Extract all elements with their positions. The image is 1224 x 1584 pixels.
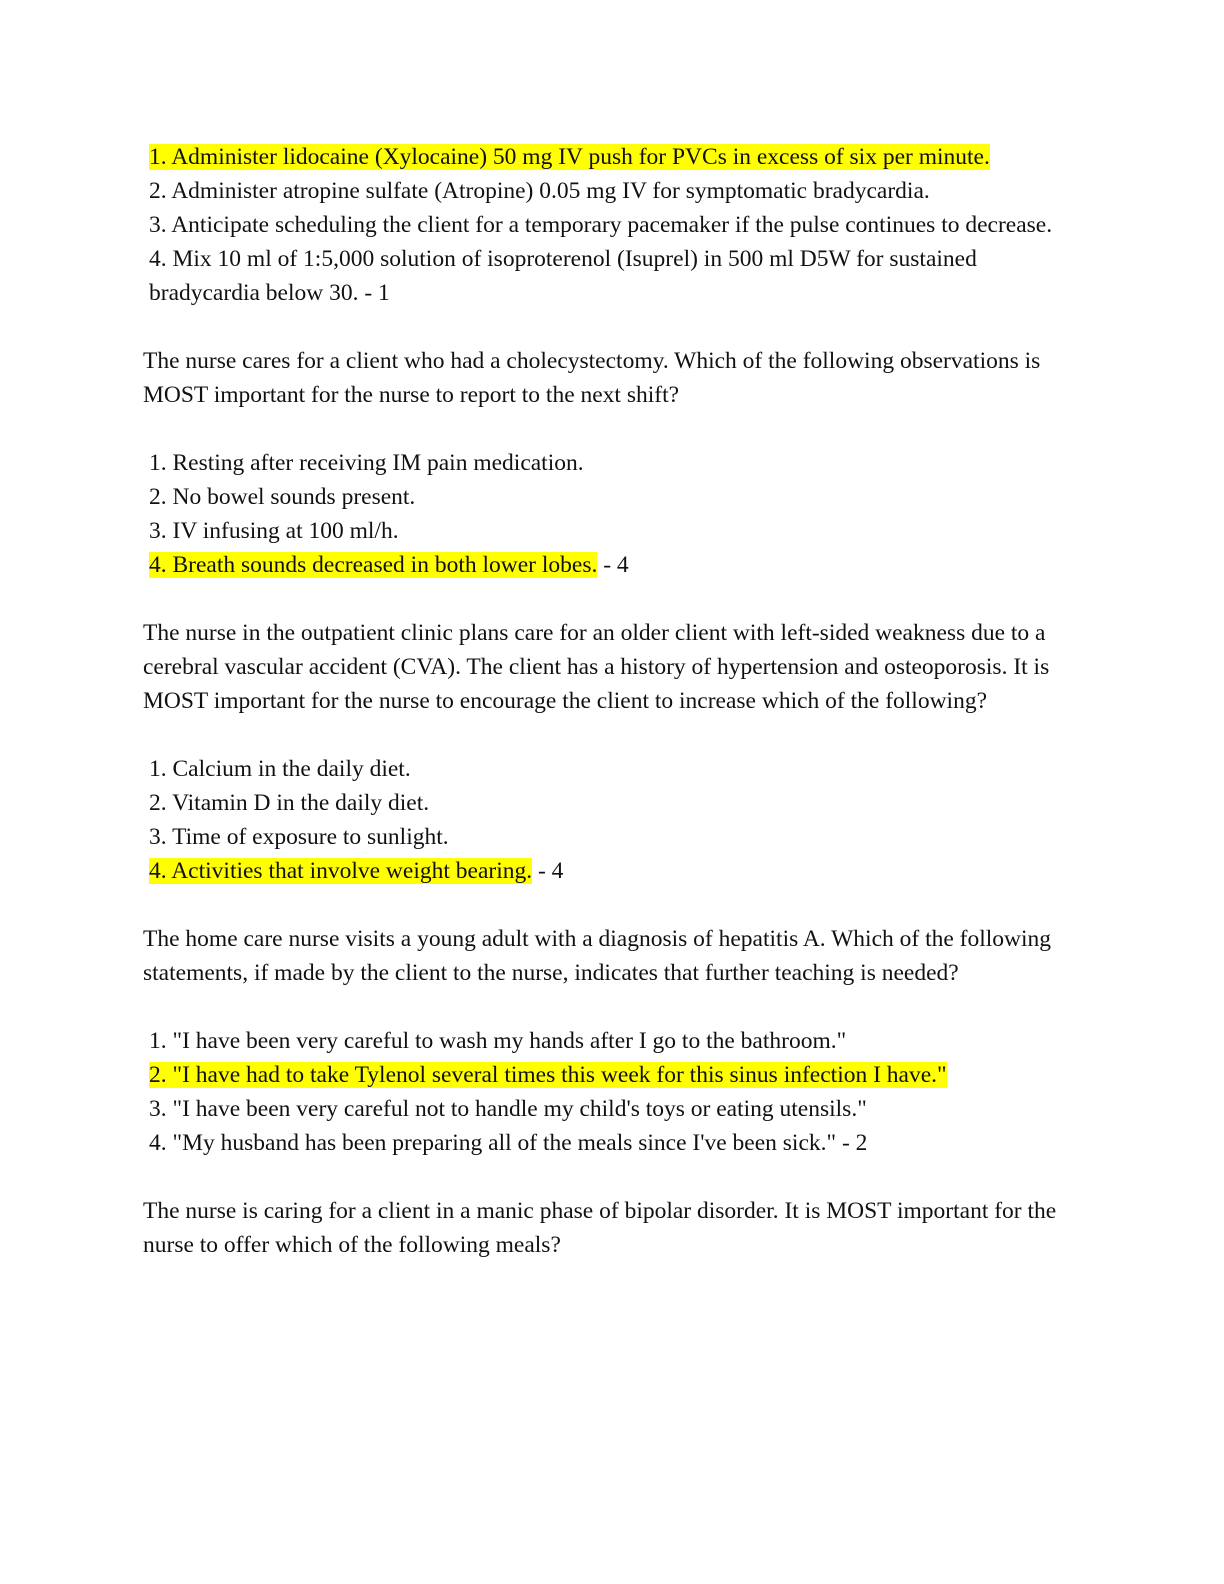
question-2-stem: The nurse cares for a client who had a cholecystectomy. Which of the following observations is MOST important for the nurse to report to the next shift? — [143, 348, 1041, 408]
q3-option-3: 3. Time of exposure to sunlight. — [149, 824, 449, 850]
highlighted-answer: 2. "I have had to take Tylenol several times this week for this sinus infection I have." — [149, 1062, 947, 1088]
q4-option-1: 1. "I have been very careful to wash my hands after I go to the bathroom." — [149, 1028, 847, 1054]
question-5-stem: The nurse is caring for a client in a manic phase of bipolar disorder. It is MOST important for the nurse to offer which of the following meals? — [143, 1198, 1057, 1258]
option-text: 4. Mix 10 ml of 1:5,000 solution of isoproterenol (Isuprel) in 500 ml D5W for sustained bradycardia below 30. — [149, 246, 977, 306]
q2-option-3: 3. IV infusing at 100 ml/h. — [149, 518, 399, 544]
question-1 — [143, 140, 1078, 310]
answer-key: - 1 — [358, 280, 390, 306]
q1-option-4 — [143, 242, 1078, 310]
q1-option-2: 2. Administer atropine sulfate (Atropine) 0.05 mg IV for symptomatic bradycardia. — [149, 178, 930, 204]
q1-option-1 — [143, 140, 1078, 174]
q1-option-3: 3. Anticipate scheduling the client for a temporary pacemaker if the pulse continues to decrease. — [149, 212, 1053, 238]
question-2-options — [143, 446, 1078, 582]
option-text: 4. "My husband has been preparing all of the meals since I've been sick." — [149, 1130, 837, 1156]
highlighted-answer: 1. Administer lidocaine (Xylocaine) 50 mg IV push for PVCs in excess of six per minute. — [149, 144, 990, 170]
q2-option-1: 1. Resting after receiving IM pain medication. — [149, 450, 584, 476]
question-3-stem: The nurse in the outpatient clinic plans care for an older client with left-sided weakness due to a cerebral vascular accident (CVA). The client has a history of hypertension and osteoporosis. It is MOST important for the nurse to encourage the client to increase which of the following? — [143, 620, 1050, 714]
document-content — [143, 140, 1078, 1296]
question-4-options — [143, 1024, 1078, 1160]
highlighted-answer: 4. Breath sounds decreased in both lower lobes. — [149, 552, 598, 578]
q4-option-2 — [143, 1058, 1078, 1092]
answer-key: - 4 — [532, 858, 564, 884]
q4-option-3: 3. "I have been very careful not to handle my child's toys or eating utensils." — [149, 1096, 867, 1122]
answer-key: - 4 — [597, 552, 629, 578]
question-4-stem: The home care nurse visits a young adult with a diagnosis of hepatitis A. Which of the following statements, if made by the client to the nurse, indicates that further teaching is needed? — [143, 926, 1052, 986]
q3-option-1: 1. Calcium in the daily diet. — [149, 756, 411, 782]
q3-option-2: 2. Vitamin D in the daily diet. — [149, 790, 430, 816]
answer-key: - 2 — [836, 1130, 868, 1156]
q3-option-4 — [143, 854, 1078, 888]
question-3-options — [143, 752, 1078, 888]
q2-option-4 — [143, 548, 1078, 582]
highlighted-answer: 4. Activities that involve weight bearing. — [149, 858, 533, 884]
q4-option-4 — [143, 1126, 1078, 1160]
q2-option-2: 2. No bowel sounds present. — [149, 484, 416, 510]
